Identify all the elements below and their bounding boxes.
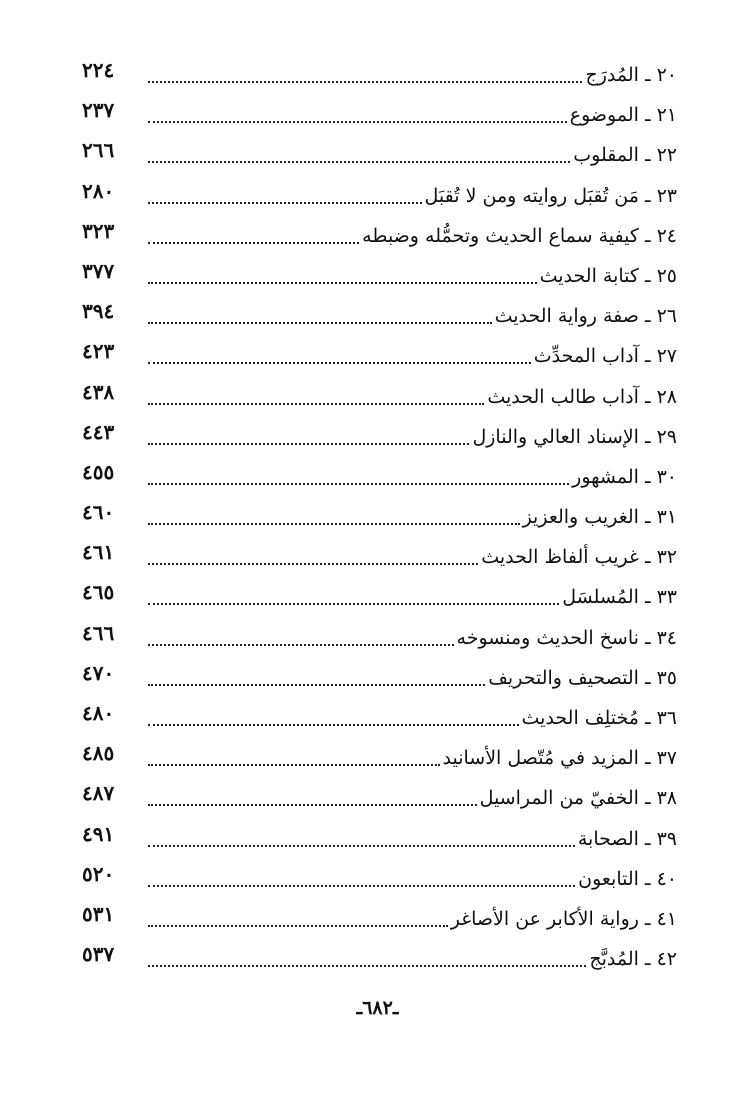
toc-title: ٢٧ ـ آداب المحدِّث [533, 345, 677, 368]
toc-page-number: ٢٦٦ [82, 138, 115, 163]
toc-page-number: ٥٢٠ [82, 861, 115, 886]
page-number-footer: ـ٦٨٢ـ [356, 997, 399, 1019]
toc-title-line [148, 661, 677, 691]
toc-title: ٣٦ ـ مُختلِف الحديث [521, 707, 677, 729]
toc-title: ٣٥ ـ التصحيف والتحريف [488, 666, 677, 689]
toc-title-line [148, 380, 677, 410]
dot-leader [148, 764, 440, 766]
dot-leader [148, 443, 469, 445]
toc-entry [0, 735, 755, 775]
toc-page-number: ٤٣٨ [82, 379, 115, 404]
toc-entry [0, 856, 755, 896]
toc-title-line [148, 179, 677, 209]
toc-title-line [148, 540, 677, 570]
toc-entry [0, 92, 755, 132]
toc-page-number: ٤٥٥ [82, 459, 115, 484]
toc-entry [0, 333, 755, 373]
toc-page-number: ٥٣١ [82, 901, 115, 926]
toc-title-line [148, 741, 677, 771]
toc-page-number: ٢٢٤ [82, 58, 115, 82]
toc-title: ٢٣ ـ مَن تُقبَل روايته ومن لا تُقبَل [424, 184, 677, 207]
toc-title-line [148, 339, 677, 369]
toc-page-number: ٤٩١ [82, 821, 115, 846]
toc-title-line [148, 420, 677, 450]
toc-title-line [148, 219, 677, 249]
toc-page-number: ٤٦١ [82, 540, 115, 565]
toc-page-number: ٣٧٧ [82, 258, 115, 283]
toc-title: ٢٨ ـ آداب طالب الحديث [487, 385, 677, 408]
dot-leader [148, 81, 582, 83]
toc-page-number: ٤٦٥ [82, 580, 115, 605]
toc-title: ٢٦ ـ صفة رواية الحديث [494, 305, 677, 328]
toc-title: ٢١ ـ الموضوع [569, 104, 677, 127]
toc-entry [0, 615, 755, 655]
toc-title-line [148, 460, 677, 490]
toc-page-number: ٤٢٣ [82, 339, 115, 364]
toc-entry [0, 896, 755, 936]
toc-entry [0, 213, 755, 253]
table-of-contents [0, 52, 755, 976]
toc-page-number: ٣٢٣ [82, 218, 115, 243]
toc-title: ٤١ ـ رواية الأكابر عن الأصاغر [450, 907, 677, 930]
toc-page-number: ٥٣٧ [82, 942, 115, 967]
dot-leader [148, 724, 519, 726]
toc-title: ٣٧ ـ المزيد في مُتّصل الأسانيد [442, 747, 677, 770]
toc-title-line [148, 621, 677, 651]
dot-leader [148, 362, 531, 364]
toc-entry [0, 52, 755, 92]
toc-page-number: ٤٤٣ [82, 419, 115, 444]
toc-entry [0, 775, 755, 815]
dot-leader [148, 242, 359, 244]
toc-title-line [148, 259, 677, 289]
toc-title-line [148, 942, 677, 972]
toc-title: ٢٢ ـ المقلوب [573, 144, 677, 167]
toc-title-line [148, 138, 677, 168]
toc-page-number: ٤٦٦ [82, 620, 115, 645]
toc-title: ٣١ ـ الغريب والعزيز [522, 506, 677, 529]
dot-leader [148, 845, 575, 847]
toc-title-line [148, 862, 677, 892]
toc-page-number: ٢٨٠ [82, 178, 115, 203]
toc-entry [0, 816, 755, 856]
toc-title: ٣٢ ـ غريب ألفاظ الحديث [481, 546, 677, 569]
toc-title: ٣٣ ـ المُسلسَل [562, 586, 677, 609]
toc-page-number: ٤٦٠ [82, 500, 115, 525]
toc-entry [0, 574, 755, 614]
toc-title: ٣٤ ـ ناسخ الحديث ومنسوخه [456, 626, 677, 649]
dot-leader [148, 563, 478, 565]
toc-title-line [148, 98, 677, 128]
dot-leader [148, 644, 454, 646]
toc-title-line [148, 822, 677, 852]
toc-title: ٤٠ ـ التابعون [578, 867, 677, 890]
dot-leader [148, 483, 569, 485]
toc-page-number: ٤٧٠ [82, 660, 115, 685]
toc-title-line [148, 701, 677, 731]
dot-leader [148, 925, 448, 927]
toc-title: ٣٩ ـ الصحابة [577, 827, 677, 850]
dot-leader [148, 965, 586, 967]
toc-title: ٤٢ ـ المُدبَّج [589, 948, 677, 971]
toc-title: ٢٤ ـ كيفية سماع الحديث وتحمُّله وضبطه [362, 224, 677, 247]
toc-page-number: ٤٨٠ [82, 701, 115, 725]
toc-title: ٢٠ ـ المُدرَج [585, 64, 677, 86]
toc-entry [0, 414, 755, 454]
toc-entry [0, 253, 755, 293]
toc-title-line [148, 500, 677, 530]
toc-title-line [148, 580, 677, 610]
dot-leader [148, 523, 520, 525]
toc-title: ٣٠ ـ المشهور [572, 465, 677, 488]
toc-entry [0, 293, 755, 333]
dot-leader [148, 804, 477, 806]
toc-entry [0, 534, 755, 574]
dot-leader [148, 121, 567, 123]
toc-entry [0, 454, 755, 494]
toc-entry [0, 374, 755, 414]
dot-leader [148, 603, 559, 605]
toc-page-number: ٤٨٥ [82, 741, 115, 766]
toc-entry [0, 494, 755, 534]
toc-entry [0, 655, 755, 695]
toc-title-line [148, 781, 677, 811]
dot-leader [148, 684, 485, 686]
toc-entry [0, 695, 755, 735]
toc-title: ٢٥ ـ كتابة الحديث [539, 264, 677, 287]
toc-entry [0, 132, 755, 172]
dot-leader [148, 202, 422, 204]
dot-leader [148, 885, 575, 887]
toc-title: ٣٨ ـ الخفيّ من المراسيل [479, 787, 677, 810]
toc-title-line [148, 58, 677, 88]
toc-page-number: ٢٣٧ [82, 98, 115, 123]
toc-entry [0, 173, 755, 213]
dot-leader [148, 322, 492, 324]
toc-page-number: ٤٨٧ [82, 781, 115, 806]
dot-leader [148, 282, 537, 284]
toc-entry [0, 936, 755, 976]
toc-page-number: ٣٩٤ [82, 299, 115, 324]
toc-title-line [148, 902, 677, 932]
toc-title: ٢٩ ـ الإسناد العالي والنازل [472, 425, 677, 448]
dot-leader [148, 161, 570, 163]
dot-leader [148, 403, 484, 405]
toc-title-line [148, 299, 677, 329]
